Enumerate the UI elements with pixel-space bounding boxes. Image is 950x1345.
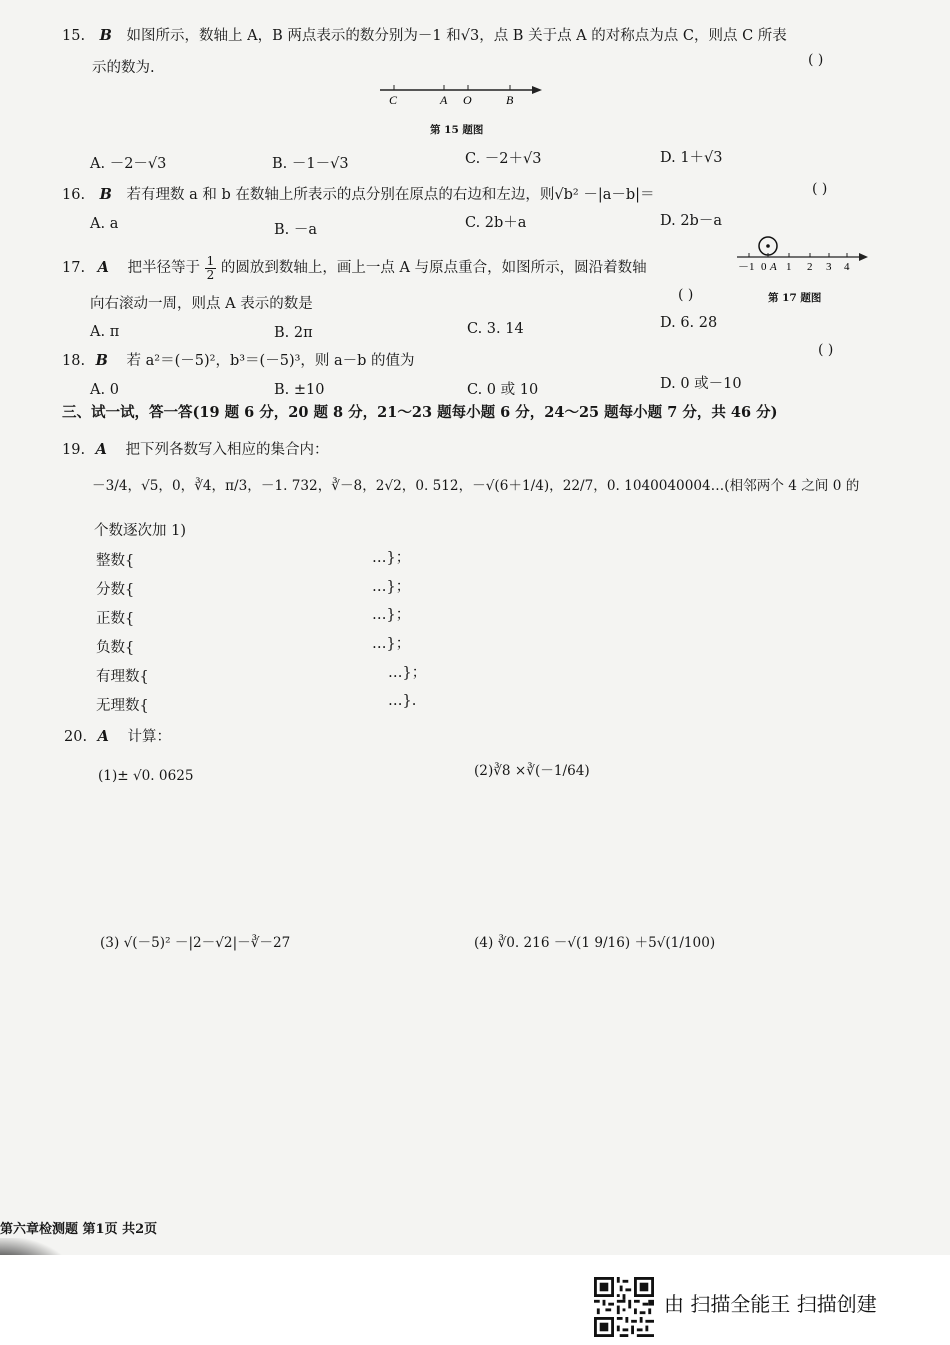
q20-item-3: (3) √(－5)² －|2－√2|－∛－27 — [100, 935, 291, 951]
q19-stem: 把下列各数写入相应的集合内： — [125, 442, 329, 458]
q18-option-d: D. 0 或－10 — [660, 376, 742, 392]
q15-label-a: A — [440, 93, 448, 107]
q17-fraction — [205, 255, 217, 281]
q16-option-d: D. 2b－a — [660, 213, 722, 229]
q17-number: 17. — [62, 260, 86, 277]
qr-code-icon — [594, 1277, 654, 1337]
q19-number: 19. — [62, 442, 86, 458]
q17-text-line2: 向右滚动一周，则点 A 表示的数是 — [90, 296, 313, 312]
q15-text-line2: 示的数为. — [92, 60, 155, 76]
q15-axis-arrow — [532, 86, 542, 94]
q15-answer-paren: ( ) — [808, 52, 824, 68]
q19-set-integers-label: 整数{ — [96, 553, 135, 569]
q17-caption: 第 17 题图 — [768, 292, 822, 304]
q15-number: 15. — [62, 28, 86, 44]
q19-text — [62, 441, 329, 459]
q18-number: 18. — [62, 353, 86, 369]
q18-text — [62, 352, 415, 370]
q16-option-c: C. 2b＋a — [465, 215, 527, 231]
q17-label-neg1: －1 — [738, 261, 755, 273]
q18-option-b: B. ±10 — [274, 382, 325, 398]
q19-level: A — [95, 441, 107, 458]
q17-answer-paren: ( ) — [678, 287, 694, 303]
q15-level: B — [99, 27, 112, 44]
q19-set-integers-end: …}； — [372, 550, 411, 566]
q17-label-0: 0 — [761, 261, 767, 273]
q20-item-2: (2)∛8 ×∛(－1/64) — [474, 763, 590, 779]
q15-text-line1 — [62, 27, 787, 45]
q20-text — [64, 728, 171, 746]
q20-stem: 计算： — [127, 729, 172, 745]
q16-answer-paren: ( ) — [812, 181, 828, 197]
q17-text-line1 — [62, 255, 647, 281]
q20-number: 20. — [64, 729, 88, 745]
q18-option-a: A. 0 — [90, 382, 119, 398]
q15-option-c: C. －2＋√3 — [465, 151, 542, 167]
q17-axis-arrow — [859, 253, 868, 261]
q17-frac-den: 2 — [206, 267, 215, 282]
q15-option-b: B. －1－√3 — [272, 156, 349, 172]
q17-level: A — [97, 259, 109, 277]
q17-label-3: 3 — [826, 261, 832, 273]
q16-option-a: A. a — [90, 216, 119, 232]
q19-number-list: －3/4，√5，0，∛4，π/3，－1. 732，∛－8，2√2，0. 5̇12̇，－√(6＋1/4)，22/7，0. 1040040004…(相邻两个 4 之间 0 的 — [92, 478, 860, 494]
q17-frac-num: 1 — [206, 254, 215, 268]
q19-set-rational-end: …}； — [388, 665, 427, 681]
q19-set-fractions-label: 分数{ — [96, 582, 135, 598]
q15-option-d: D. 1＋√3 — [660, 150, 723, 166]
q16-number: 16. — [62, 187, 86, 203]
q15-stem: 如图所示，数轴上 A，B 两点表示的数分别为－1 和√3，点 B 关于点 A 的对称点为点 C，则点 C 所表 — [126, 28, 787, 44]
q20-level: A — [97, 728, 109, 745]
q16-stem: 若有理数 a 和 b 在数轴上所表示的点分别在原点的右边和左边，则√b² －|a－b|＝ — [126, 187, 655, 203]
q17-option-c: C. 3. 14 — [467, 321, 524, 337]
q15-label-o: O — [463, 93, 472, 107]
q20-item-1: (1)± √0. 0625 — [98, 768, 194, 784]
page-footer-info: 第六章检测题 第1页 共2页 — [0, 1222, 158, 1237]
q19-number-list-line2: 个数逐次加 1) — [94, 523, 186, 539]
q19-set-positive-label: 正数{ — [96, 611, 135, 627]
q17-option-b: B. 2π — [274, 325, 313, 341]
q18-answer-paren: ( ) — [818, 342, 834, 358]
q17-stem-pre: 把半径等于 — [127, 260, 201, 277]
q19-set-positive-end: …}； — [372, 607, 411, 623]
q17-number-line — [735, 232, 870, 274]
q17-circle-center — [766, 244, 770, 248]
q18-stem: 若 a²＝(－5)²，b³＝(－5)³，则 a－b 的值为 — [126, 353, 415, 369]
q19-set-irrational-end: …}. — [388, 693, 417, 709]
q18-option-c: C. 0 或 10 — [467, 382, 539, 398]
q15-number-line — [372, 80, 547, 110]
q19-set-irrational-label: 无理数{ — [96, 698, 149, 714]
q16-option-b: B. －a — [274, 222, 318, 238]
q18-level: B — [95, 352, 108, 369]
q15-label-b: B — [506, 93, 514, 107]
q17-label-4: 4 — [844, 261, 850, 273]
q17-label-1: 1 — [786, 261, 792, 273]
q19-set-rational-label: 有理数{ — [96, 669, 149, 685]
q15-caption: 第 15 题图 — [430, 124, 484, 136]
q17-label-2: 2 — [807, 261, 813, 273]
q17-option-d: D. 6. 28 — [660, 315, 718, 331]
q20-item-4: (4) ∛0. 216 －√(1 9/16) ＋5√(1/100) — [474, 935, 716, 951]
q19-set-fractions-end: …}； — [372, 579, 411, 595]
q19-set-negative-end: …}； — [372, 636, 411, 652]
q17-option-a: A. π — [90, 324, 120, 340]
q16-text — [62, 186, 655, 204]
q15-label-c: C — [389, 93, 398, 107]
q17-label-a: A — [770, 261, 777, 273]
q15-option-a: A. －2－√3 — [90, 156, 167, 172]
section-3-heading: 三、试一试，答一答(19 题 6 分，20 题 8 分，21～23 题每小题 6 分，24～25 题每小题 7 分，共 46 分) — [62, 404, 778, 421]
q16-level: B — [99, 186, 112, 203]
q19-set-negative-label: 负数{ — [96, 640, 135, 656]
scanner-watermark-text: 由 扫描全能王 扫描创建 — [664, 1292, 877, 1316]
q17-stem-post: 的圆放到数轴上，画上一点 A 与原点重合，如图所示，圆沿着数轴 — [220, 260, 647, 277]
